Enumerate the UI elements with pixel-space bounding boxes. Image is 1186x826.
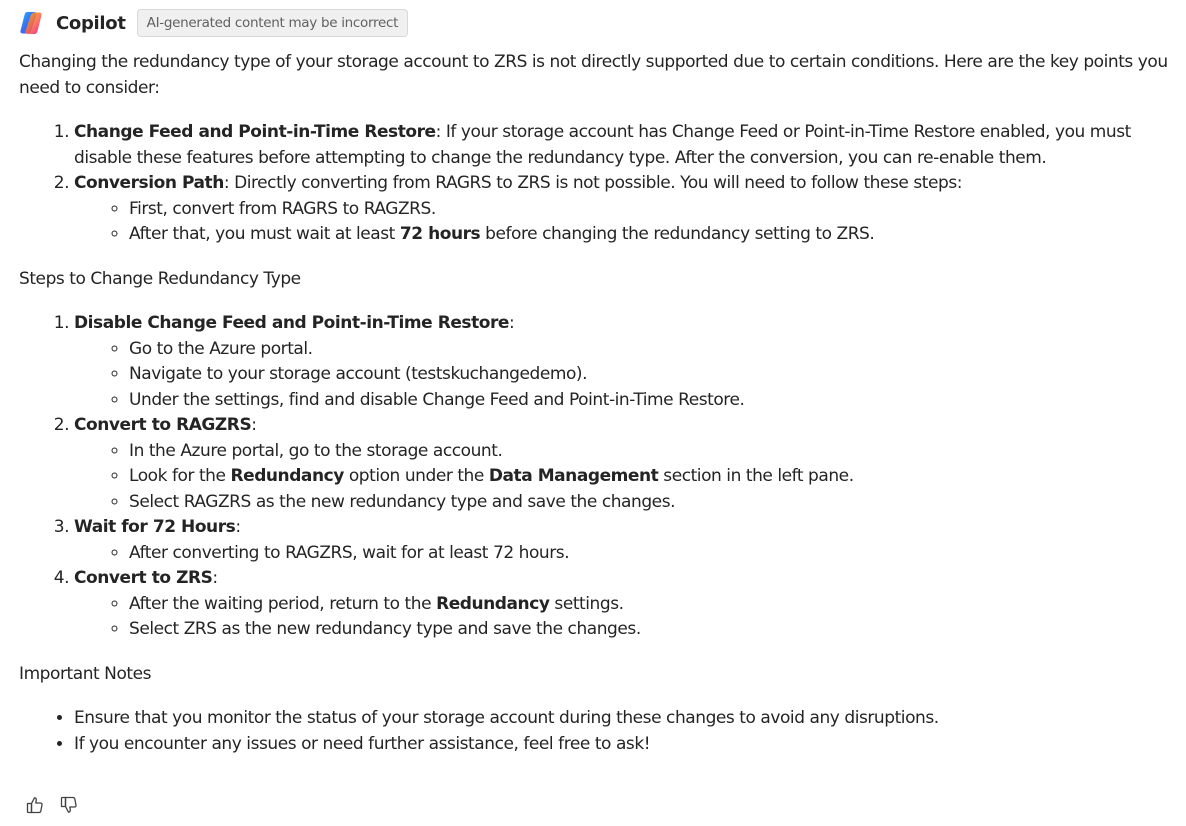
list-item-text: After that, you must wait at least	[129, 224, 400, 244]
list-item-text: After the waiting period, return to the	[129, 593, 437, 614]
step-title: Convert to RAGZRS	[74, 415, 252, 435]
consideration-text: : If your storage account has Change Feed or Point-in-Time Restore enabled, you must disable these features before attempting to change the redundancy type. After the conversion, you can re-enable them.	[74, 122, 1131, 168]
list-item-text: settings.	[549, 593, 624, 614]
notes-list	[19, 706, 1186, 757]
consideration-title: Change Feed and Point-in-Time Restore	[74, 122, 436, 142]
list-item: ◦ Select ZRS as the new redundancy type and save the changes.	[129, 617, 1186, 643]
notes-heading: Important Notes	[19, 663, 152, 684]
copilot-logo	[18, 10, 44, 36]
list-item: ◦ Under the settings, find and disable Change Feed and Point-in-Time Restore.	[129, 388, 1186, 414]
step-substeps	[74, 337, 1186, 414]
list-item: ◦ After converting to RAGZRS, wait for at least 72 hours.	[129, 541, 1186, 567]
consideration-title: Conversion Path	[74, 173, 224, 193]
response-header	[18, 9, 408, 37]
step-item	[74, 566, 1186, 643]
step-title: Convert to ZRS	[74, 568, 213, 588]
step-item	[74, 311, 1186, 413]
list-item-text: option under the	[343, 466, 489, 486]
ai-disclaimer-badge: AI-generated content may be incorrect	[137, 9, 408, 37]
list-item-bold: Redundancy	[436, 593, 550, 614]
step-substeps	[74, 439, 1186, 516]
list-item: ◦ Navigate to your storage account (testskuchangedemo).	[129, 362, 1186, 388]
step-item	[74, 413, 1186, 515]
list-item	[129, 222, 1186, 248]
list-item: ◦ Select RAGZRS as the new redundancy type and save the changes.	[129, 490, 1186, 516]
list-item-bold: Redundancy	[230, 466, 344, 486]
step-suffix: :	[235, 517, 241, 537]
response-body	[19, 50, 1186, 757]
consideration-text: : Directly converting from RAGRS to ZRS is not possible. You will need to follow these steps:	[223, 173, 963, 193]
list-item: • Ensure that you monitor the status of your storage account during these changes to avoid any disruptions.	[74, 706, 1186, 732]
steps-heading: Steps to Change Redundancy Type	[19, 268, 301, 289]
steps-list	[19, 311, 1186, 643]
feedback-bar	[24, 794, 80, 816]
considerations-list	[19, 120, 1186, 248]
step-suffix: :	[251, 415, 257, 435]
thumbs-down-icon	[59, 795, 79, 815]
list-item: • If you encounter any issues or need further assistance, feel free to ask!	[74, 732, 1186, 758]
list-item-text: before changing the redundancy setting to ZRS.	[480, 224, 875, 244]
list-item-bold: 72 hours	[399, 224, 481, 244]
thumbs-up-icon	[25, 795, 45, 815]
list-item: ◦ Go to the Azure portal.	[129, 337, 1186, 363]
list-item	[129, 464, 1186, 490]
list-item: ◦ In the Azure portal, go to the storage account.	[129, 439, 1186, 465]
step-substeps	[74, 541, 1186, 567]
list-item-text: Look for the	[129, 466, 231, 486]
step-suffix: :	[212, 568, 218, 588]
step-title: Wait for 72 Hours	[74, 517, 236, 537]
step-item	[74, 515, 1186, 566]
conversion-substeps	[74, 197, 1186, 248]
consideration-item	[74, 171, 1186, 248]
list-item-bold: Data Management	[488, 466, 659, 486]
thumbs-up-button[interactable]	[24, 794, 46, 816]
step-title: Disable Change Feed and Point-in-Time Restore	[74, 313, 510, 333]
step-suffix: :	[509, 313, 515, 333]
consideration-item	[74, 120, 1186, 171]
list-item	[129, 592, 1186, 618]
intro-paragraph: Changing the redundancy type of your storage account to ZRS is not directly supported due to certain conditions. Here are the key points you need to consider:	[19, 52, 1168, 98]
app-title: Copilot	[56, 12, 126, 34]
thumbs-down-button[interactable]	[58, 794, 80, 816]
step-substeps	[74, 592, 1186, 643]
list-item-text: First, convert from RAGRS to RAGZRS.	[129, 198, 436, 219]
list-item	[129, 197, 1186, 223]
list-item-text: section in the left pane.	[658, 466, 854, 486]
